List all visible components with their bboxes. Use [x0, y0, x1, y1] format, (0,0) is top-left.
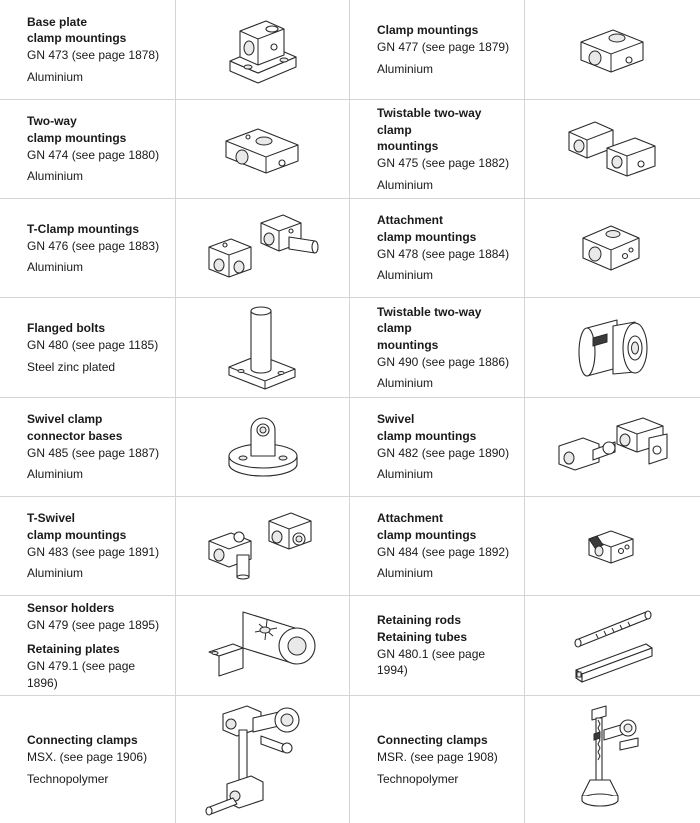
- product-material: Aluminium: [27, 69, 84, 84]
- product-reference[interactable]: GN 482 (see page 1890): [377, 445, 510, 460]
- product-image-gn480-1: [525, 596, 700, 696]
- product-image-gn483: [176, 497, 350, 596]
- product-image-gn490: [525, 298, 700, 398]
- product-text-gn478: [350, 199, 525, 298]
- product-material: Aluminium: [27, 566, 84, 581]
- product-title: Twistable two-way clamp mountings: [377, 106, 482, 153]
- product-text-gn484: [350, 497, 525, 596]
- product-text-gn475: [350, 100, 525, 199]
- product-reference[interactable]: GN 485 (see page 1887): [27, 445, 160, 460]
- product-title: Swivel clamp connector bases: [27, 412, 123, 443]
- product-image-gn479: [176, 596, 350, 696]
- product-title: Attachment clamp mountings: [377, 213, 477, 244]
- round-twistable-clamp-icon: [573, 308, 653, 388]
- product-title: Base plate clamp mountings: [27, 14, 127, 46]
- product-title: Twistable two-way clamp mountings: [377, 304, 482, 352]
- product-material: Aluminium: [377, 566, 434, 581]
- product-image-gn474: [176, 100, 350, 199]
- product-reference[interactable]: GN 483 (see page 1891): [27, 544, 160, 559]
- product-image-gn484: [525, 497, 700, 596]
- product-material: Steel zinc plated: [27, 359, 116, 374]
- product-material: Aluminium: [27, 260, 84, 274]
- base-plate-clamp-icon: [218, 15, 308, 85]
- product-text-gn480: [0, 298, 176, 398]
- product-reference[interactable]: MSR. (see page 1908): [377, 750, 498, 764]
- flanged-bolt-icon: [223, 303, 303, 393]
- two-way-clamp-icon: [218, 119, 308, 179]
- attachment-clamp-icon: [575, 218, 651, 278]
- swivel-connector-base-icon: [223, 412, 303, 482]
- product-reference[interactable]: MSX. (see page 1906): [27, 750, 148, 764]
- product-text-msr: [350, 696, 525, 823]
- product-title: Sensor holders: [27, 600, 115, 615]
- product-material: Aluminium: [377, 268, 434, 283]
- product-text-msx: [0, 696, 176, 823]
- product-title: Swivel clamp mountings: [377, 412, 477, 443]
- connecting-clamp-msr-icon: [568, 700, 658, 820]
- t-swivel-clamp-icon: [203, 511, 323, 581]
- product-image-gn477: [525, 0, 700, 100]
- product-image-msx: [176, 696, 350, 823]
- product-title: Connecting clamps: [27, 733, 138, 747]
- product-material: Aluminium: [377, 177, 434, 192]
- product-text-gn480-1: [350, 596, 525, 696]
- product-reference[interactable]: GN 476 (see page 1883): [27, 238, 160, 253]
- product-reference[interactable]: GN 474 (see page 1880): [27, 147, 160, 162]
- product-material: Aluminium: [377, 61, 434, 76]
- product-title: Two-way clamp mountings: [27, 114, 127, 145]
- product-title: Flanged bolts: [27, 321, 105, 335]
- product-title: Clamp mountings: [377, 23, 479, 37]
- product-image-gn473: [176, 0, 350, 100]
- product-reference[interactable]: GN 475 (see page 1882): [377, 156, 510, 170]
- product-image-msr: [525, 696, 700, 823]
- product-image-gn482: [525, 398, 700, 497]
- t-clamp-icon: [203, 213, 323, 283]
- product-material: Aluminium: [377, 376, 434, 390]
- product-title-secondary: Retaining plates: [27, 642, 120, 657]
- product-title: Attachment clamp mountings: [377, 511, 477, 542]
- product-reference[interactable]: GN 478 (see page 1884): [377, 246, 510, 261]
- product-reference[interactable]: GN 480 (see page 1185): [27, 338, 159, 352]
- product-image-gn475: [525, 100, 700, 199]
- product-text-gn474: [0, 100, 176, 199]
- product-text-gn479: [0, 596, 176, 696]
- product-text-gn482: [350, 398, 525, 497]
- product-text-gn477: [350, 0, 525, 100]
- product-reference-secondary[interactable]: GN 479.1 (see page 1896): [27, 659, 136, 690]
- product-text-gn473: [0, 0, 176, 100]
- product-text-gn476: [0, 199, 176, 298]
- product-text-gn490: [350, 298, 525, 398]
- swivel-clamp-icon: [553, 412, 673, 482]
- product-material: Technopolymer: [27, 771, 109, 786]
- product-material: Aluminium: [27, 467, 84, 482]
- product-reference[interactable]: GN 480.1 (see page 1994): [377, 646, 486, 678]
- product-title: Retaining rods Retaining tubes: [377, 613, 468, 644]
- retaining-rod-icon: [568, 606, 658, 686]
- product-title: T-Swivel clamp mountings: [27, 511, 127, 542]
- product-material: Aluminium: [377, 467, 434, 482]
- product-material: Technopolymer: [377, 771, 459, 786]
- product-reference[interactable]: GN 484 (see page 1892): [377, 544, 510, 559]
- product-material: Aluminium: [27, 169, 84, 184]
- twistable-two-way-clamp-icon: [565, 114, 660, 184]
- sensor-holder-icon: [203, 606, 323, 686]
- product-text-gn483: [0, 497, 176, 596]
- product-reference[interactable]: GN 473 (see page 1878): [27, 48, 160, 63]
- clamp-mounting-icon: [573, 20, 653, 80]
- product-image-gn485: [176, 398, 350, 497]
- product-title: Connecting clamps: [377, 733, 488, 747]
- product-reference[interactable]: GN 490 (see page 1886): [377, 354, 510, 369]
- product-image-gn476: [176, 199, 350, 298]
- product-image-gn478: [525, 199, 700, 298]
- attachment-clamp-small-icon: [583, 521, 643, 571]
- connecting-clamp-msx-icon: [203, 700, 323, 820]
- product-reference[interactable]: GN 479 (see page 1895): [27, 617, 160, 632]
- product-title: T-Clamp mountings: [27, 221, 139, 236]
- product-image-gn480: [176, 298, 350, 398]
- product-text-gn485: [0, 398, 176, 497]
- product-reference[interactable]: GN 477 (see page 1879): [377, 40, 510, 54]
